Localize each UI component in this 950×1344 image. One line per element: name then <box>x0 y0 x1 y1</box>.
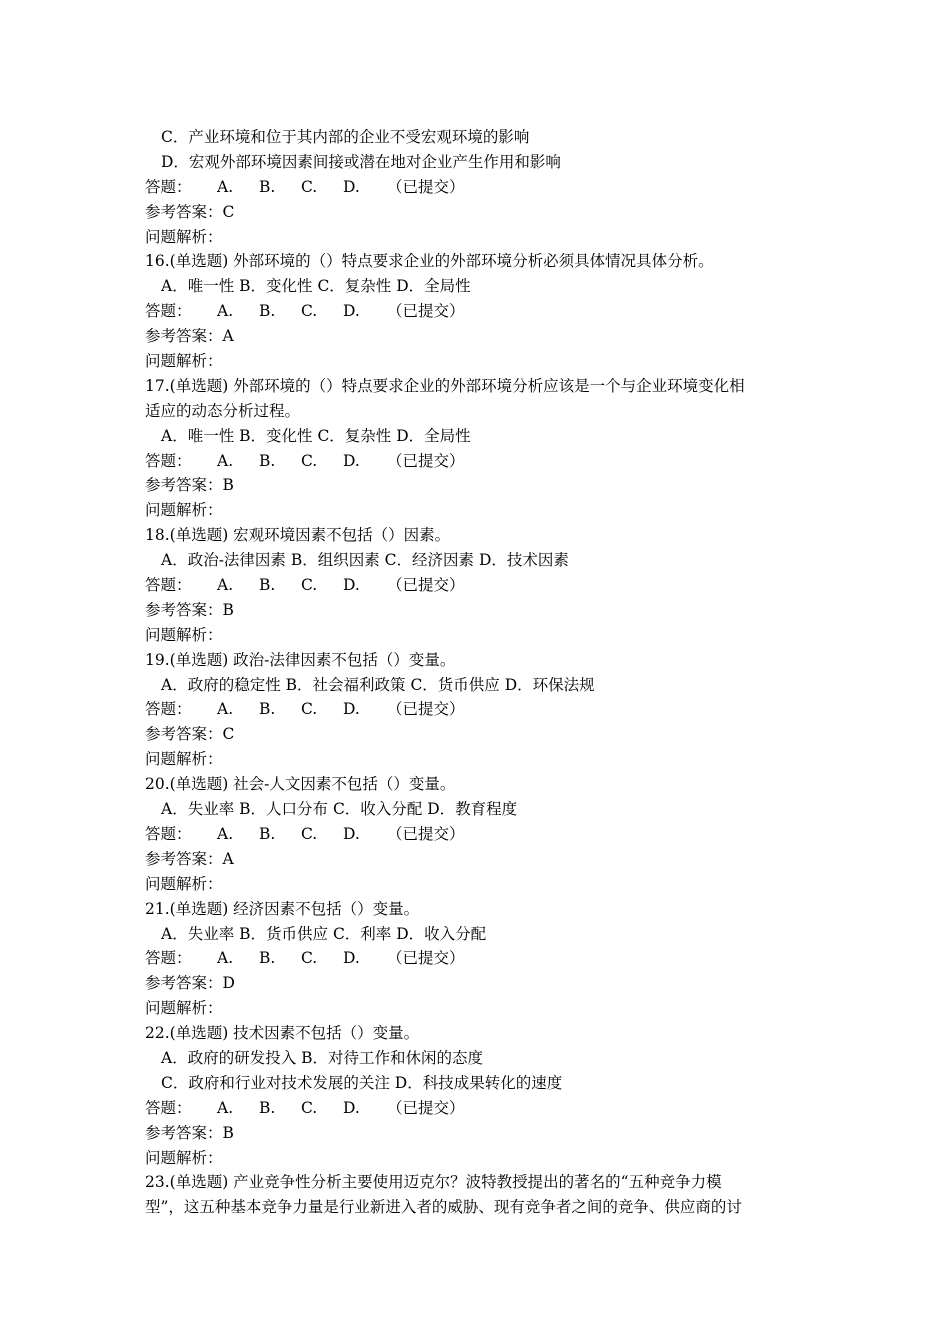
text-line <box>145 1121 825 1146</box>
text-line <box>145 473 825 498</box>
submitted-status: （已提交） <box>387 949 465 968</box>
text-line <box>145 648 825 673</box>
line-text: 18.(单选题) 宏观环境因素不包括（）因素。 <box>145 526 451 545</box>
text-line <box>145 722 825 747</box>
line-text: 参考答案：C <box>145 202 235 221</box>
line-text: 参考答案：D <box>145 974 235 993</box>
answer-choice-a[interactable]: A. <box>217 177 234 196</box>
answer-choice-d[interactable]: D. <box>343 177 360 196</box>
answer-choice-c[interactable]: C. <box>301 451 318 470</box>
text-line <box>145 897 825 922</box>
text-line <box>145 523 825 548</box>
text-line <box>145 598 825 623</box>
text-line <box>145 623 825 648</box>
answer-choice-b[interactable]: B. <box>259 949 276 968</box>
line-text: 23.(单选题) 产业竞争性分析主要使用迈克尔？波特教授提出的著名的“五种竞争力模 <box>145 1173 722 1192</box>
submitted-status: （已提交） <box>387 177 465 196</box>
text-line <box>145 971 825 996</box>
question-list <box>145 125 825 1220</box>
submitted-status: （已提交） <box>387 576 465 595</box>
text-line <box>145 996 825 1021</box>
text-line <box>145 200 825 225</box>
line-text: 问题解析： <box>145 352 223 371</box>
answer-choice-b[interactable]: B. <box>259 700 276 719</box>
answer-choice-b[interactable]: B. <box>259 1098 276 1117</box>
line-text: 问题解析： <box>145 227 223 246</box>
text-line <box>145 498 825 523</box>
answer-choice-d[interactable]: D. <box>343 824 360 843</box>
option-line <box>145 673 825 698</box>
answer-row <box>145 299 825 324</box>
answer-choice-a[interactable]: A. <box>217 302 234 321</box>
submitted-status: （已提交） <box>387 302 465 321</box>
option-text: A．失业率 B．货币供应 C．利率 D．收入分配 <box>161 924 487 943</box>
line-text: 参考答案：C <box>145 725 235 744</box>
line-text: 问题解析： <box>145 750 223 769</box>
line-text: 问题解析： <box>145 999 223 1018</box>
line-text: 型”，这五种基本竞争力量是行业新进入者的威胁、现有竞争者之间的竞争、供应商的讨 <box>145 1198 742 1217</box>
line-text: 参考答案：A <box>145 849 234 868</box>
answer-choice-b[interactable]: B. <box>259 576 276 595</box>
answer-label: 答题： <box>145 451 192 470</box>
text-line <box>145 225 825 250</box>
option-line <box>145 548 825 573</box>
text-line <box>145 772 825 797</box>
option-line <box>145 125 825 150</box>
line-text: 参考答案：B <box>145 1123 234 1142</box>
text-line <box>145 349 825 374</box>
submitted-status: （已提交） <box>387 451 465 470</box>
text-line <box>145 872 825 897</box>
answer-choice-d[interactable]: D. <box>343 1098 360 1117</box>
answer-row <box>145 946 825 971</box>
answer-label: 答题： <box>145 1098 192 1117</box>
answer-choice-a[interactable]: A. <box>217 824 234 843</box>
line-text: 22.(单选题) 技术因素不包括（）变量。 <box>145 1024 420 1043</box>
answer-label: 答题： <box>145 700 192 719</box>
line-text: 16.(单选题) 外部环境的（）特点要求企业的外部环境分析必须具体情况具体分析。 <box>145 252 714 271</box>
answer-label: 答题： <box>145 576 192 595</box>
answer-row <box>145 822 825 847</box>
option-text: A．唯一性 B．变化性 C．复杂性 D．全局性 <box>161 277 471 296</box>
line-text: 20.(单选题) 社会-人文因素不包括（）变量。 <box>145 775 456 794</box>
answer-choice-a[interactable]: A. <box>217 576 234 595</box>
line-text: 适应的动态分析过程。 <box>145 401 301 420</box>
text-line <box>145 747 825 772</box>
text-line <box>145 399 825 424</box>
answer-label: 答题： <box>145 824 192 843</box>
submitted-status: （已提交） <box>387 824 465 843</box>
option-line <box>145 274 825 299</box>
line-text: 参考答案：B <box>145 600 234 619</box>
option-text: C．产业环境和位于其内部的企业不受宏观环境的影响 <box>161 128 530 146</box>
answer-row <box>145 697 825 722</box>
line-text: 问题解析： <box>145 1148 223 1167</box>
text-line <box>145 1021 825 1046</box>
answer-label: 答题： <box>145 177 192 196</box>
option-text: A．政治-法律因素 B．组织因素 C．经济因素 D．技术因素 <box>161 551 569 570</box>
option-line <box>145 922 825 947</box>
text-line <box>145 1195 825 1220</box>
answer-choice-b[interactable]: B. <box>259 302 276 321</box>
answer-choice-a[interactable]: A. <box>217 1098 234 1117</box>
line-text: 问题解析： <box>145 501 223 520</box>
option-text: A．政府的稳定性 B．社会福利政策 C．货币供应 D．环保法规 <box>161 675 595 694</box>
line-text: 参考答案：A <box>145 327 234 346</box>
option-text: A．政府的研发投入 B．对待工作和休闲的态度 <box>161 1048 484 1067</box>
answer-choice-d[interactable]: D. <box>343 576 360 595</box>
text-line <box>145 324 825 349</box>
option-line <box>145 424 825 449</box>
text-line <box>145 374 825 399</box>
answer-choice-c[interactable]: C. <box>301 302 318 321</box>
submitted-status: （已提交） <box>387 700 465 719</box>
answer-choice-a[interactable]: A. <box>217 700 234 719</box>
answer-choice-c[interactable]: C. <box>301 1098 318 1117</box>
answer-row <box>145 449 825 474</box>
answer-choice-c[interactable]: C. <box>301 949 318 968</box>
option-text: A．唯一性 B．变化性 C．复杂性 D．全局性 <box>161 426 471 445</box>
answer-choice-c[interactable]: C. <box>301 700 318 719</box>
text-line <box>145 847 825 872</box>
answer-choice-d[interactable]: D. <box>343 700 360 719</box>
option-text: D．宏观外部环境因素间接或潜在地对企业产生作用和影响 <box>161 152 561 171</box>
answer-choice-b[interactable]: B. <box>259 177 276 196</box>
answer-choice-a[interactable]: A. <box>217 949 234 968</box>
option-line <box>145 1046 825 1071</box>
text-line <box>145 1146 825 1171</box>
line-text: 参考答案：B <box>145 476 234 495</box>
text-line <box>145 249 825 274</box>
submitted-status: （已提交） <box>387 1098 465 1117</box>
option-text: C．政府和行业对技术发展的关注 D．科技成果转化的速度 <box>161 1073 563 1092</box>
answer-choice-d[interactable]: D. <box>343 451 360 470</box>
answer-choice-c[interactable]: C. <box>301 177 318 196</box>
text-line <box>145 1170 825 1195</box>
answer-choice-b[interactable]: B. <box>259 824 276 843</box>
option-line <box>145 797 825 822</box>
answer-choice-c[interactable]: C. <box>301 824 318 843</box>
answer-row <box>145 1096 825 1121</box>
answer-choice-d[interactable]: D. <box>343 949 360 968</box>
answer-choice-b[interactable]: B. <box>259 451 276 470</box>
answer-row <box>145 175 825 200</box>
option-text: A．失业率 B．人口分布 C．收入分配 D．教育程度 <box>161 800 518 819</box>
answer-choice-d[interactable]: D. <box>343 302 360 321</box>
line-text: 21.(单选题) 经济因素不包括（）变量。 <box>145 899 420 918</box>
line-text: 19.(单选题) 政治-法律因素不包括（）变量。 <box>145 650 456 669</box>
answer-label: 答题： <box>145 949 192 968</box>
answer-row <box>145 573 825 598</box>
answer-choice-c[interactable]: C. <box>301 576 318 595</box>
line-text: 问题解析： <box>145 874 223 893</box>
line-text: 17.(单选题) 外部环境的（）特点要求企业的外部环境分析应该是一个与企业环境变化相 <box>145 376 745 395</box>
option-line <box>145 150 825 175</box>
line-text: 问题解析： <box>145 625 223 644</box>
option-line <box>145 1071 825 1096</box>
answer-label: 答题： <box>145 302 192 321</box>
answer-choice-a[interactable]: A. <box>217 451 234 470</box>
